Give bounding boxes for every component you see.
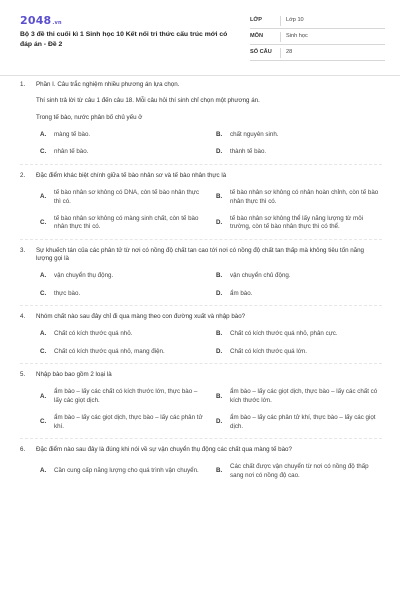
option-text: ẩm bào. xyxy=(230,289,253,297)
option-text: thành tế bào. xyxy=(230,148,267,156)
option-text: tế bào nhân sơ không có màng sinh chất, còn tế bào nhân thực thì có. xyxy=(54,214,199,231)
logo-main: 2048 xyxy=(20,14,52,27)
option-text: ẩm bào – lấy các phân tử khí, thực bào – lấy các giọt dịch. xyxy=(230,414,376,430)
question-text: Trong tế bào, nước phân bố chủ yếu ở xyxy=(36,113,143,121)
question-number: 4. xyxy=(20,313,26,321)
answer-option[interactable] xyxy=(216,290,382,298)
answer-options xyxy=(36,463,382,480)
option-text: tế bào nhân sơ không có nhân hoàn chỉnh, còn tế bào nhân thực thì có. xyxy=(230,189,379,205)
option-letter: A. xyxy=(40,392,47,400)
meta-value: Lớp 10 xyxy=(286,16,304,23)
option-letter: C. xyxy=(40,219,47,227)
question-text: Đặc điểm nào sau đây là đúng khi nói về sự vận chuyển thụ động các chất qua màng tế bào? xyxy=(36,445,292,453)
question-number: 3. xyxy=(20,246,26,254)
question-list xyxy=(20,81,382,486)
answer-option[interactable] xyxy=(216,131,382,139)
option-letter: A. xyxy=(40,272,47,280)
option-letter: D. xyxy=(216,347,223,355)
option-text: vận chuyển chủ động. xyxy=(230,272,291,280)
header-divider xyxy=(0,75,400,76)
question-divider xyxy=(20,438,382,439)
answer-option[interactable] xyxy=(40,388,206,405)
option-letter: A. xyxy=(40,193,47,201)
meta-value: 28 xyxy=(286,48,293,55)
meta-label: LỚP xyxy=(250,16,262,23)
site-logo[interactable] xyxy=(20,14,62,29)
document-title: Bộ 3 đề thi cuối kì 1 Sinh học 10 Kết nối tri thức cấu trúc mới có đáp án - Đề 2 xyxy=(20,31,228,48)
option-letter: C. xyxy=(40,289,47,297)
option-text: thực bào. xyxy=(54,289,81,297)
answer-option[interactable] xyxy=(216,414,382,431)
answer-options xyxy=(36,189,382,231)
meta-row-subject xyxy=(250,29,385,45)
answer-option[interactable] xyxy=(216,272,382,280)
option-text: màng tế bào. xyxy=(54,131,91,139)
option-text: ẩm bào – lấy các giọt dịch, thực bào – lấy các phân tử khí. xyxy=(54,414,203,430)
question-item xyxy=(20,247,382,298)
option-letter: D. xyxy=(216,289,223,297)
question-item xyxy=(20,446,382,480)
option-text: tế bào nhân sơ không có DNA, còn tế bào nhân thực thì có. xyxy=(54,189,200,205)
answer-options xyxy=(36,131,382,157)
option-text: tế bào nhân sơ không thể lấy năng lượng từ môi trường, còn tế bào nhân thực thì có thể. xyxy=(230,214,364,231)
option-text: Các chất được vận chuyển từ nơi có nồng độ thấp sang nơi có nồng độ cao. xyxy=(230,463,369,479)
option-letter: B. xyxy=(216,193,223,201)
option-text: ẩm bào – lấy các chất có kích thước lớn, thực bào – lấy các giọt dịch. xyxy=(54,388,198,404)
answer-option[interactable] xyxy=(40,463,206,480)
question-divider xyxy=(20,239,382,240)
option-text: nhân tế bào. xyxy=(54,148,89,156)
answer-option[interactable] xyxy=(40,348,206,356)
question-divider xyxy=(20,305,382,306)
question-item xyxy=(20,313,382,356)
answer-option[interactable] xyxy=(40,148,206,156)
answer-option[interactable] xyxy=(216,330,382,338)
meta-table xyxy=(250,13,385,61)
meta-label: MÔN xyxy=(250,32,264,39)
question-item xyxy=(20,81,382,157)
option-letter: D. xyxy=(216,418,223,426)
option-letter: C. xyxy=(40,148,47,156)
answer-options xyxy=(36,272,382,298)
option-letter: A. xyxy=(40,467,47,475)
answer-option[interactable] xyxy=(40,290,206,298)
answer-option[interactable] xyxy=(216,148,382,156)
option-letter: D. xyxy=(216,148,223,156)
option-letter: B. xyxy=(216,330,223,338)
meta-row-count xyxy=(250,45,385,61)
meta-value: Sinh học xyxy=(286,32,308,39)
option-text: Chất có kích thước quá lớn. xyxy=(230,347,307,355)
section-title: Phần I. Câu trắc nghiệm nhiều phương án lựa chọn. xyxy=(36,81,180,88)
option-letter: A. xyxy=(40,330,47,338)
option-letter: A. xyxy=(40,131,47,139)
answer-option[interactable] xyxy=(216,348,382,356)
option-text: ẩm bào – lấy các giọt dịch, thực bào – lấy các chất có kích thước lớn. xyxy=(230,388,378,404)
option-letter: C. xyxy=(40,347,47,355)
answer-option[interactable] xyxy=(40,330,206,338)
answer-option[interactable] xyxy=(40,414,206,431)
question-text: Đặc điểm khác biệt chính giữa tế bào nhân sơ và tế bào nhân thực là xyxy=(36,171,227,179)
option-text: Cần cung cấp năng lượng cho quá trình vận chuyển. xyxy=(54,467,199,475)
option-text: Chất có kích thước quá nhỏ. xyxy=(54,330,133,338)
section-instruction: Thí sinh trả lời từ câu 1 đến câu 18. Mỗi câu hỏi thí sinh chỉ chọn một phương án. xyxy=(36,97,260,105)
answer-options xyxy=(36,330,382,356)
answer-option[interactable] xyxy=(216,388,382,405)
question-number: 1. xyxy=(20,81,26,88)
option-letter: B. xyxy=(216,392,223,400)
option-letter: C. xyxy=(40,418,47,426)
answer-option[interactable] xyxy=(216,215,382,232)
option-letter: B. xyxy=(216,272,223,280)
question-item xyxy=(20,172,382,232)
answer-options xyxy=(36,388,382,430)
answer-option[interactable] xyxy=(216,463,382,480)
option-letter: B. xyxy=(216,131,223,139)
question-number: 5. xyxy=(20,371,26,379)
option-text: vận chuyển thụ động. xyxy=(54,272,114,280)
answer-option[interactable] xyxy=(40,189,206,206)
logo-suffix: .vn xyxy=(52,20,62,26)
option-text: Chất có kích thước quá nhỏ, phân cực. xyxy=(230,330,338,338)
option-letter: B. xyxy=(216,467,223,475)
page-header xyxy=(0,0,400,80)
meta-row-class xyxy=(250,13,385,29)
answer-option[interactable] xyxy=(216,189,382,206)
question-number: 2. xyxy=(20,171,26,179)
question-text: Nhập bào bao gồm 2 loại là xyxy=(36,371,112,379)
option-text: chất nguyên sinh. xyxy=(230,131,279,139)
option-text: Chất có kích thước quá nhỏ, mang điện. xyxy=(54,347,165,355)
answer-option[interactable] xyxy=(40,131,206,139)
question-divider xyxy=(20,164,382,165)
answer-option[interactable] xyxy=(40,215,206,232)
answer-option[interactable] xyxy=(40,272,206,280)
meta-label: SỐ CÂU xyxy=(250,48,272,55)
question-item xyxy=(20,371,382,431)
question-divider xyxy=(20,363,382,364)
question-text: Nhóm chất nào sau đây chỉ đi qua màng theo con đường xuất và nhập bào? xyxy=(36,313,246,321)
question-text: Sự khuếch tán của các phân tử từ nơi có nồng độ chất tan cao tới nơi có nồng độ chất tan thấp mà không tiêu tốn năng lượng gọi là xyxy=(36,246,365,262)
option-letter: D. xyxy=(216,219,223,227)
question-number: 6. xyxy=(20,445,26,453)
